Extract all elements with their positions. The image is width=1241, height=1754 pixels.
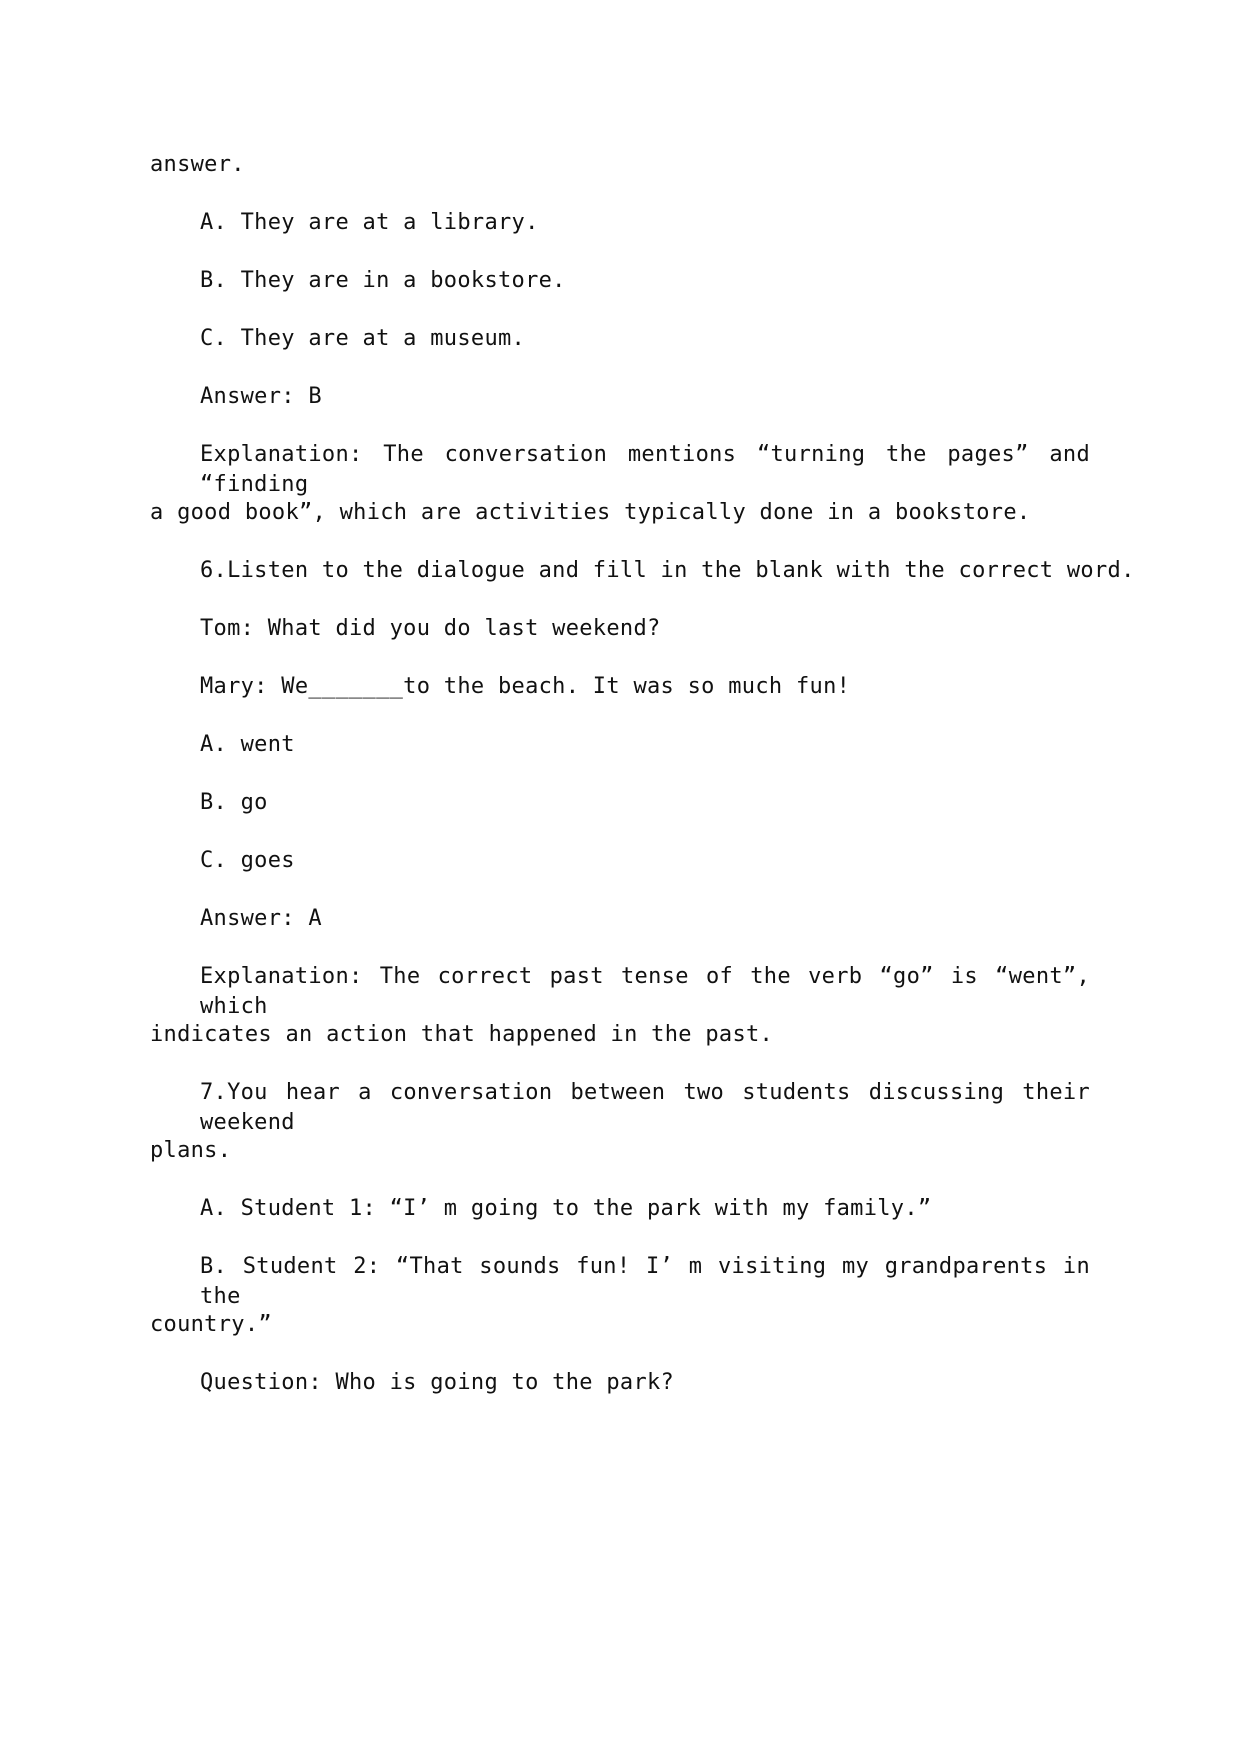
question-6-prompt: 6.Listen to the dialogue and fill in the blank with the correct word. [200,558,1135,583]
option-b: B. They are in a bookstore. [200,268,566,293]
option-b: B. Student 2: “That sounds fun! I’ m visiting my grandparents in the [200,1254,1090,1309]
question-text: Question: Who is going to the park? [200,1370,675,1395]
explanation-text-continued: a good book”, which are activities typically done in a bookstore. [150,500,1031,525]
explanation-text: Explanation: The conversation mentions “turning the pages” and “finding [200,442,1090,497]
dialogue-line-tom: Tom: What did you do last weekend? [200,616,661,641]
explanation-text: Explanation: The correct past tense of the verb “go” is “went”, which [200,964,1090,1019]
option-c: C. goes [200,848,295,873]
explanation-text-continued: indicates an action that happened in the past. [150,1022,774,1047]
option-a: A. They are at a library. [200,210,539,235]
option-a: A. Student 1: “I’ m going to the park with my family.” [200,1196,932,1221]
option-a: A. went [200,732,295,757]
continued-question-text: answer. [150,152,245,177]
answer-text: Answer: A [200,906,322,931]
question-7-prompt: 7.You hear a conversation between two students discussing their weekend [200,1080,1090,1135]
option-b-continued: country.” [150,1312,272,1337]
question-7-prompt-continued: plans. [150,1138,232,1163]
dialogue-line-mary: Mary: We_______to the beach. It was so much fun! [200,674,851,699]
answer-text: Answer: B [200,384,322,409]
option-b: B. go [200,790,268,815]
option-c: C. They are at a museum. [200,326,526,351]
